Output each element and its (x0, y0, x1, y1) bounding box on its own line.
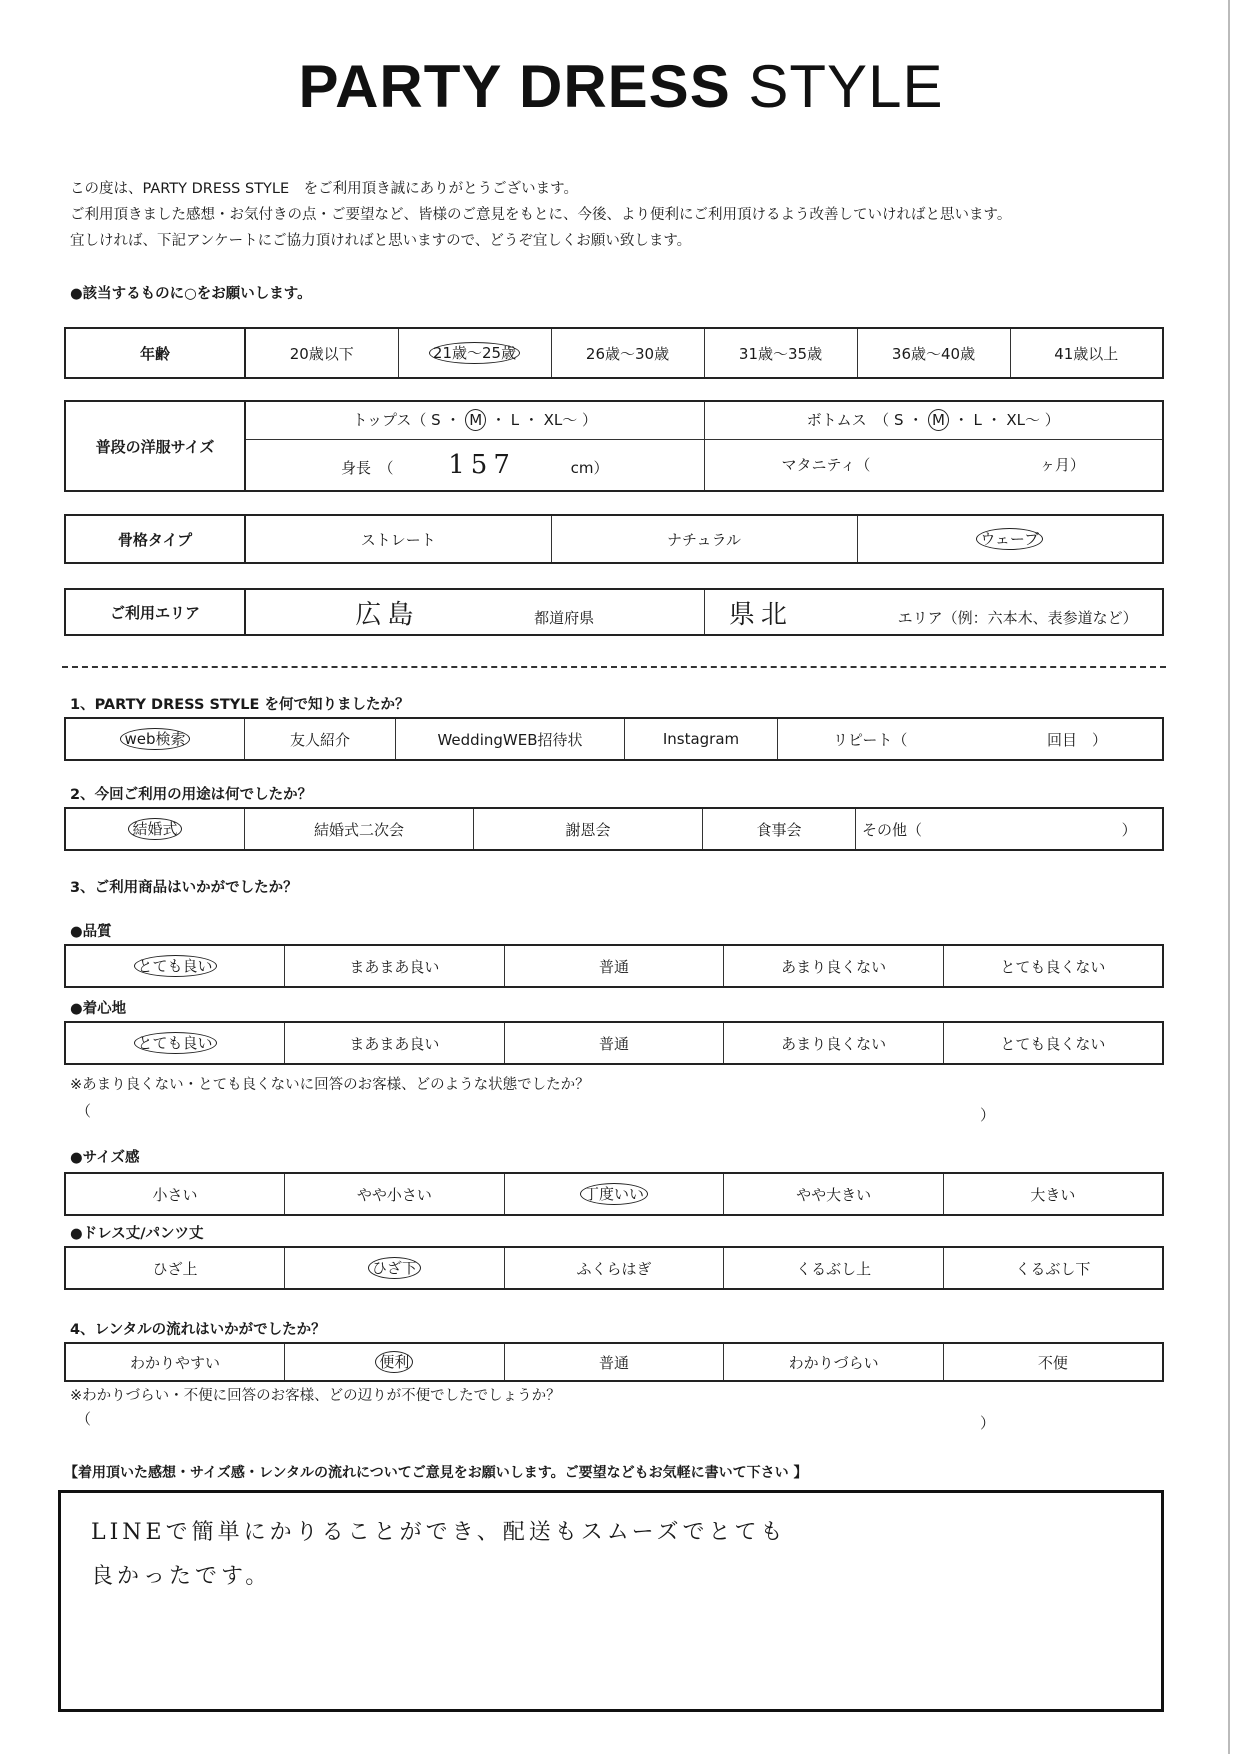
tops-size[interactable]: トップス（ S ・ M ・ L ・ XL～ ） (245, 401, 704, 439)
comfort-option[interactable]: 普通 (504, 1022, 724, 1064)
q4-paren-open: （ (76, 1410, 92, 1428)
intro-line: ご利用頂きました感想・お気付きの点・ご要望など、皆様のご意見をもとに、今後、より便利にご利用頂けるよう改善していければと思います。 (70, 207, 1012, 223)
length-option[interactable]: ふくらはぎ (504, 1247, 724, 1289)
comfort-label: ●着心地 (70, 1001, 127, 1017)
q4-question: 4、レンタルの流れはいかがでしたか？ (70, 1322, 326, 1338)
size-label: 普段の洋服サイズ (65, 401, 245, 491)
quality-option[interactable]: あまり良くない (724, 945, 944, 987)
comment-line: LINEで簡単にかりることができ、配送もスムーズでとても (91, 1520, 787, 1545)
quality-option-selected[interactable]: とても良い (65, 945, 285, 987)
comfort-paren-close: ） (980, 1106, 996, 1124)
q2-option[interactable]: 謝恩会 (474, 808, 703, 850)
height-value: 157 (448, 449, 516, 480)
comfort-paren-open: （ (76, 1102, 92, 1120)
page-title (0, 52, 1242, 121)
comfort-note: ※あまり良くない・とても良くないに回答のお客様、どのような状態でしたか？ (70, 1077, 590, 1093)
age-option[interactable]: 20歳以下 (245, 328, 398, 378)
area-table (64, 588, 1164, 636)
body-type-option[interactable]: ナチュラル (551, 515, 857, 563)
q4-option-selected[interactable]: 便利 (285, 1343, 505, 1381)
quality-label: ●品質 (70, 924, 112, 940)
prefecture-field[interactable]: 広島 都道府県 (245, 589, 704, 635)
length-option-selected[interactable]: ひざ下 (285, 1247, 505, 1289)
length-option[interactable]: くるぶし上 (724, 1247, 944, 1289)
comfort-table (64, 1021, 1164, 1065)
size-table (64, 400, 1164, 492)
q4-option[interactable]: わかりづらい (724, 1343, 944, 1381)
comfort-option[interactable]: あまり良くない (724, 1022, 944, 1064)
intro-line: 宜しければ、下記アンケートにご協力頂ければと思いますので、どうぞ宜しくお願い致します。 (70, 233, 692, 249)
q2-option-selected[interactable]: 結婚式 (65, 808, 245, 850)
q2-option-other[interactable]: その他（ ） (856, 808, 1164, 850)
comfort-option-selected[interactable]: とても良い (65, 1022, 285, 1064)
body-type-option[interactable]: ストレート (245, 515, 551, 563)
fit-option[interactable]: やや小さい (285, 1173, 505, 1215)
intro-line: この度は、PARTY DRESS STYLE をご利用頂き誠にありがとうございます。 (70, 181, 578, 197)
q1-table (64, 717, 1164, 761)
q4-paren-close: ） (980, 1414, 996, 1432)
q2-option[interactable]: 結婚式二次会 (245, 808, 474, 850)
area-label: ご利用エリア (65, 589, 245, 635)
comfort-option[interactable]: まあまあ良い (285, 1022, 505, 1064)
age-table (64, 327, 1164, 379)
q2-option[interactable]: 食事会 (703, 808, 856, 850)
quality-option[interactable]: とても良くない (943, 945, 1163, 987)
age-option[interactable]: 26歳～30歳 (551, 328, 704, 378)
q1-option-repeat[interactable]: リピート（ 回目 ） (778, 718, 1164, 760)
q1-option-selected[interactable]: web検索 (65, 718, 245, 760)
maternity-field[interactable]: マタニティ（ ヶ月） (704, 439, 1163, 491)
comments-heading: 【着用頂いた感想・サイズ感・レンタルの流れについてご意見をお願いします。ご要望などもお気軽に書いて下さい 】 (64, 1465, 808, 1481)
area-field[interactable]: 県北 エリア（例：六本木、表参道など） (704, 589, 1163, 635)
height-field[interactable]: 身長 （ 157 cm） (245, 439, 704, 491)
length-option[interactable]: くるぶし下 (943, 1247, 1163, 1289)
comments-text (91, 1511, 787, 1599)
age-option-selected[interactable]: 21歳～25歳 (398, 328, 551, 378)
quality-table (64, 944, 1164, 988)
age-option[interactable]: 36歳～40歳 (857, 328, 1010, 378)
title-bold: PARTY DRESS (298, 53, 731, 120)
q1-option[interactable]: Instagram (625, 718, 778, 760)
q4-option[interactable]: 普通 (504, 1343, 724, 1381)
fit-label: ●サイズ感 (70, 1150, 140, 1166)
title-light: STYLE (748, 53, 944, 120)
fit-option[interactable]: やや大きい (724, 1173, 944, 1215)
q4-note: ※わかりづらい・不便に回答のお客様、どの辺りが不便でしたでしょうか？ (70, 1388, 561, 1404)
length-table (64, 1246, 1164, 1290)
profile-instruction: ●該当するものに○をお願いします。 (70, 286, 312, 302)
q2-table (64, 807, 1164, 851)
comment-line: 良かったです。 (91, 1564, 272, 1589)
q1-option[interactable]: 友人紹介 (245, 718, 396, 760)
scan-edge-line (1228, 0, 1230, 1754)
fit-option-selected[interactable]: 丁度いい (504, 1173, 724, 1215)
intro-text (70, 176, 1011, 254)
comfort-option[interactable]: とても良くない (943, 1022, 1163, 1064)
q1-question: 1、PARTY DRESS STYLE を何で知りましたか？ (70, 697, 410, 713)
q2-question: 2、今回ご利用の用途は何でしたか？ (70, 787, 313, 803)
body-type-table (64, 514, 1164, 564)
fit-option[interactable]: 大きい (943, 1173, 1163, 1215)
bottoms-size[interactable]: ボトムス （ S ・ M ・ L ・ XL～ ） (704, 401, 1163, 439)
age-option[interactable]: 31歳～35歳 (704, 328, 857, 378)
q3-question: 3、ご利用商品はいかがでしたか？ (70, 880, 298, 896)
fit-table (64, 1172, 1164, 1216)
length-label: ●ドレス丈/パンツ丈 (70, 1226, 204, 1242)
q4-option[interactable]: 不便 (943, 1343, 1163, 1381)
fit-option[interactable]: 小さい (65, 1173, 285, 1215)
quality-option[interactable]: 普通 (504, 945, 724, 987)
body-type-option-selected[interactable]: ウェーブ (857, 515, 1163, 563)
age-option[interactable]: 41歳以上 (1010, 328, 1163, 378)
dashed-divider (62, 666, 1166, 668)
body-type-label: 骨格タイプ (65, 515, 245, 563)
q4-option[interactable]: わかりやすい (65, 1343, 285, 1381)
area-value: 県北 (728, 599, 793, 630)
quality-option[interactable]: まあまあ良い (285, 945, 505, 987)
age-label: 年齢 (65, 328, 245, 378)
length-option[interactable]: ひざ上 (65, 1247, 285, 1289)
q1-option[interactable]: WeddingWEB招待状 (396, 718, 625, 760)
prefecture-value: 広島 (355, 599, 420, 630)
q4-table (64, 1342, 1164, 1382)
comments-box[interactable] (58, 1490, 1164, 1712)
